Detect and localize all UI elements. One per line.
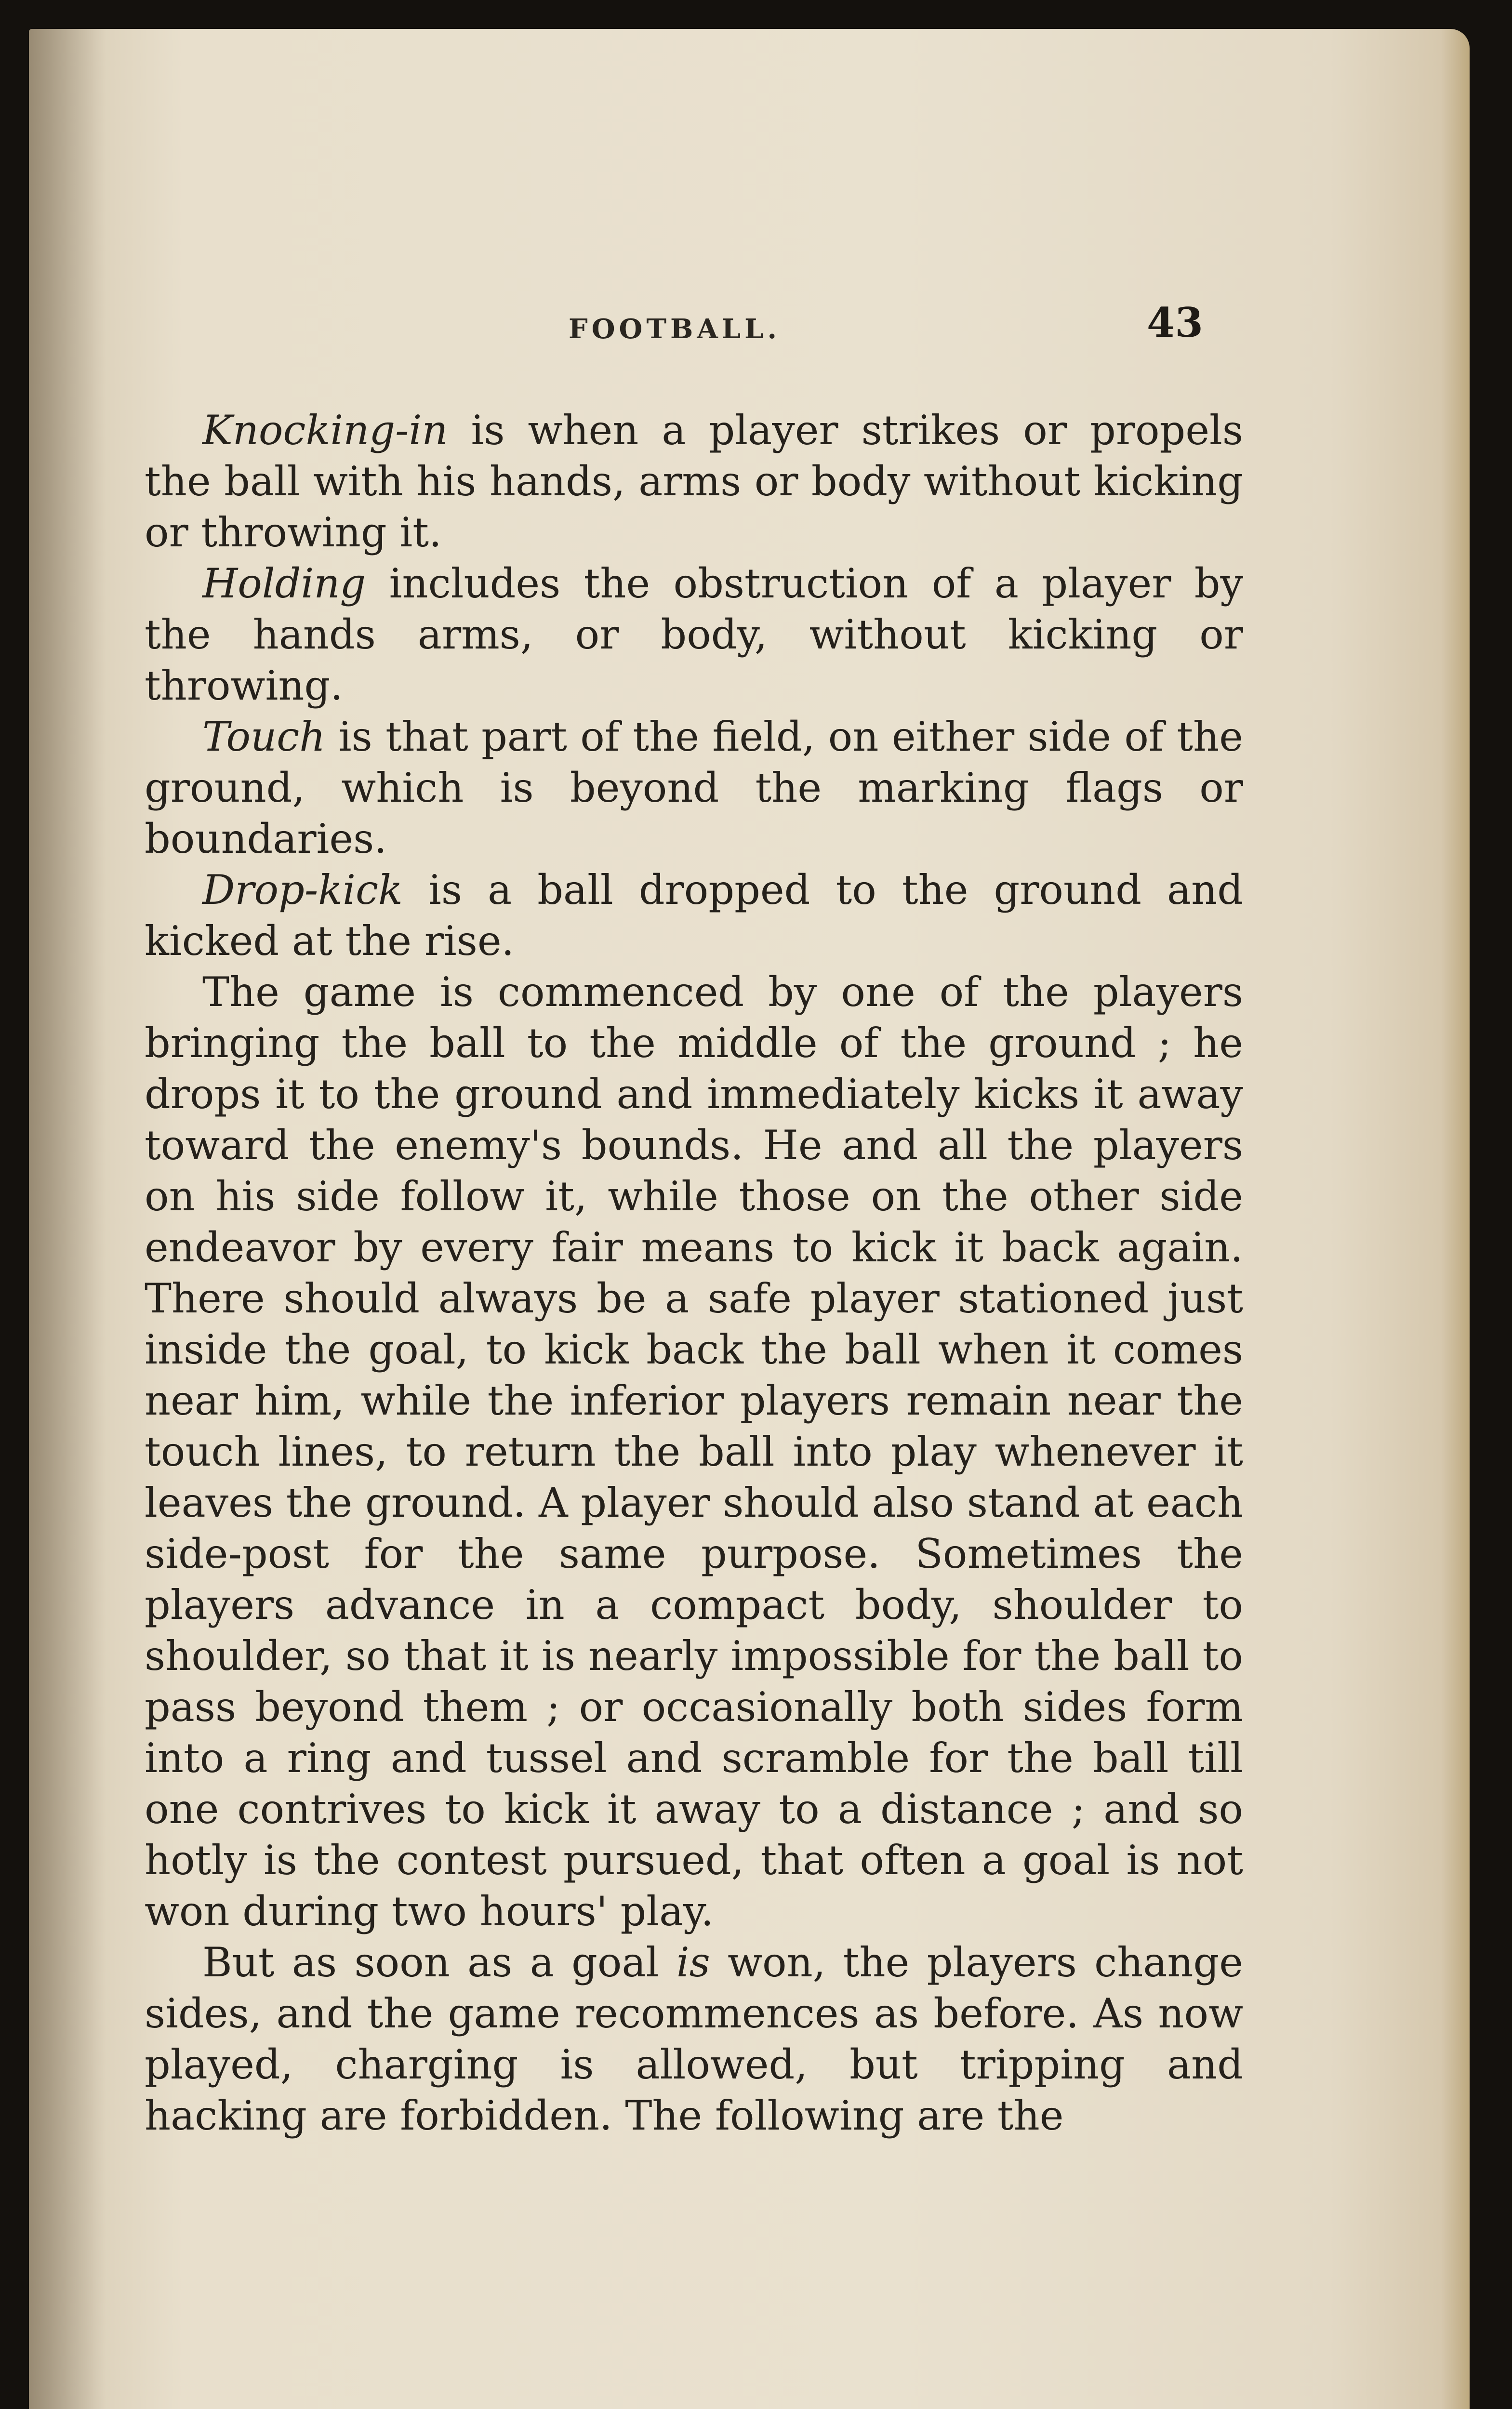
term-knocking-in: Knocking-in: [202, 407, 448, 454]
term-drop-kick: Drop-kick: [202, 866, 403, 913]
definition-text: is a ball dropped to the ground and kicked at the rise.: [145, 866, 1243, 965]
book-page: [29, 29, 1470, 2409]
paragraph-text-end: won, the players change sides, and the game recommences as before. As now played, charging is allowed, but tripping and hacking are forbidden. The following are the: [145, 1939, 1243, 2139]
page-number: 43: [1147, 299, 1203, 346]
definition-text: includes the obstruction of a player by the hands arms, or body, without kicking or throwing.: [145, 560, 1243, 709]
page-header: [29, 299, 1470, 357]
paragraph-change-sides: [145, 1937, 1243, 2141]
definition-knocking-in: [145, 405, 1243, 558]
paragraph-text-start: But as soon as a goal: [202, 1939, 676, 1986]
body-text: [145, 405, 1243, 2141]
paragraph-game-description: The game is commenced by one of the players bringing the ball to the middle of the ground ; he drops it to the ground and immediately kicks it away toward the enemy's bounds. He and all the players on his side follow it, while those on the other side endeavor by every fair means to kick it back again. There should always be a safe player stationed just inside the goal, to kick back the ball when it comes near him, while the inferior players remain near the touch lines, to return the ball into play whenever it leaves the ground. A player should also stand at each side-post for the same purpose. Sometimes the players advance in a compact body, shoulder to shoulder, so that it is nearly impossible for the ball to pass beyond them ; or occasionally both sides form into a ring and tussel and scramble for the ball till one contrives to kick it away to a distance ; and so hotly is the contest pursued, that often a goal is not won during two hours' play.: [145, 968, 1243, 1935]
running-title: FOOTBALL.: [569, 313, 781, 345]
definition-touch: [145, 711, 1243, 864]
definition-text: is that part of the field, on either side of the ground, which is beyond the marking flags or boundaries.: [145, 713, 1243, 862]
definition-text: is when a player strikes or propels the ball with his hands, arms or body without kicking or throwing it.: [145, 407, 1243, 556]
term-touch: Touch: [202, 713, 326, 760]
definition-drop-kick: [145, 864, 1243, 966]
definition-holding: [145, 558, 1243, 711]
emphasis-is: is: [676, 1939, 710, 1986]
term-holding: Holding: [202, 560, 366, 607]
